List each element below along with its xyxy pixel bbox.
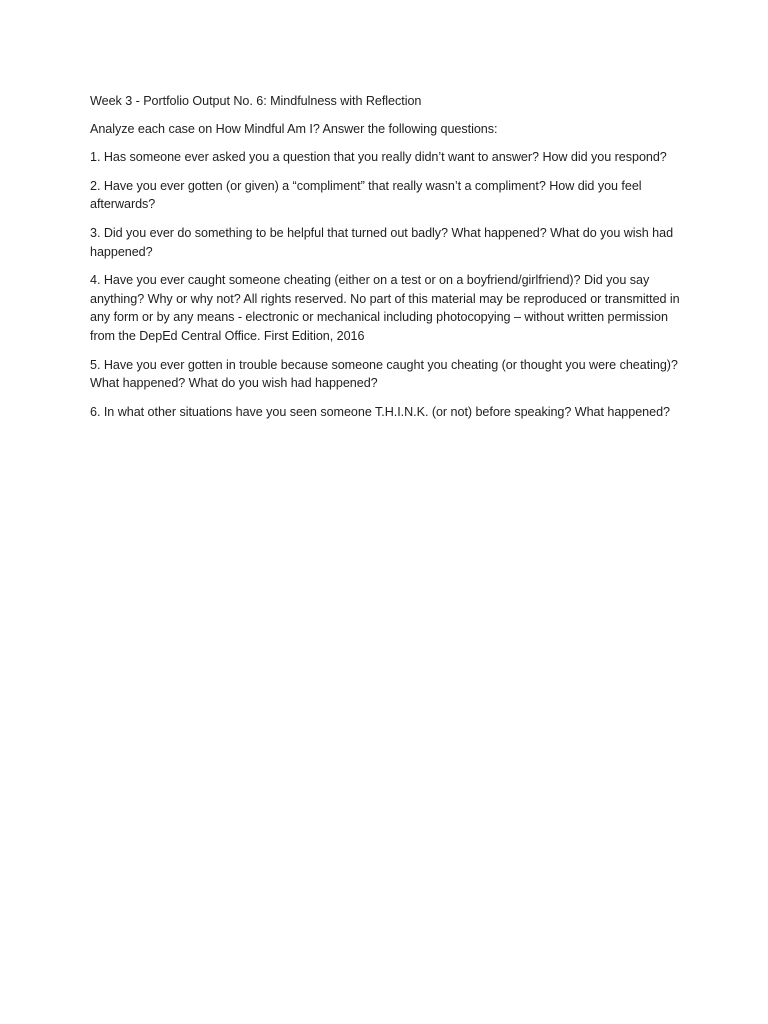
question-4: 4. Have you ever caught someone cheating (either on a test or on a boyfriend/girlfriend)? Did you say anything? Why or why not? All rights reserved. No part of this material may be reproduced or transmitted in any form or by any means - electronic or mechanical including photocopying – without written permission from the DepEd Central Office. First Edition, 2016 (90, 273, 680, 343)
question-5: 5. Have you ever gotten in trouble because someone caught you cheating (or thought you were cheating)? What happened? What do you wish had happened? (90, 357, 678, 391)
document-title: Week 3 - Portfolio Output No. 6: Mindfulness with Reflection (90, 94, 422, 108)
question-3: 3. Did you ever do something to be helpful that turned out badly? What happened? What do you wish had happened? (90, 225, 674, 259)
document-body (90, 92, 690, 431)
instructions: Analyze each case on How Mindful Am I? Answer the following questions: (90, 121, 498, 136)
question-2: 2. Have you ever gotten (or given) a “compliment” that really wasn’t a compliment? How did you feel afterwards? (90, 178, 642, 212)
question-1: 1. Has someone ever asked you a question that you really didn’t want to answer? How did you respond? (90, 150, 667, 165)
question-6: 6. In what other situations have you seen someone T.H.I.N.K. (or not) before speaking? What happened? (90, 404, 670, 419)
